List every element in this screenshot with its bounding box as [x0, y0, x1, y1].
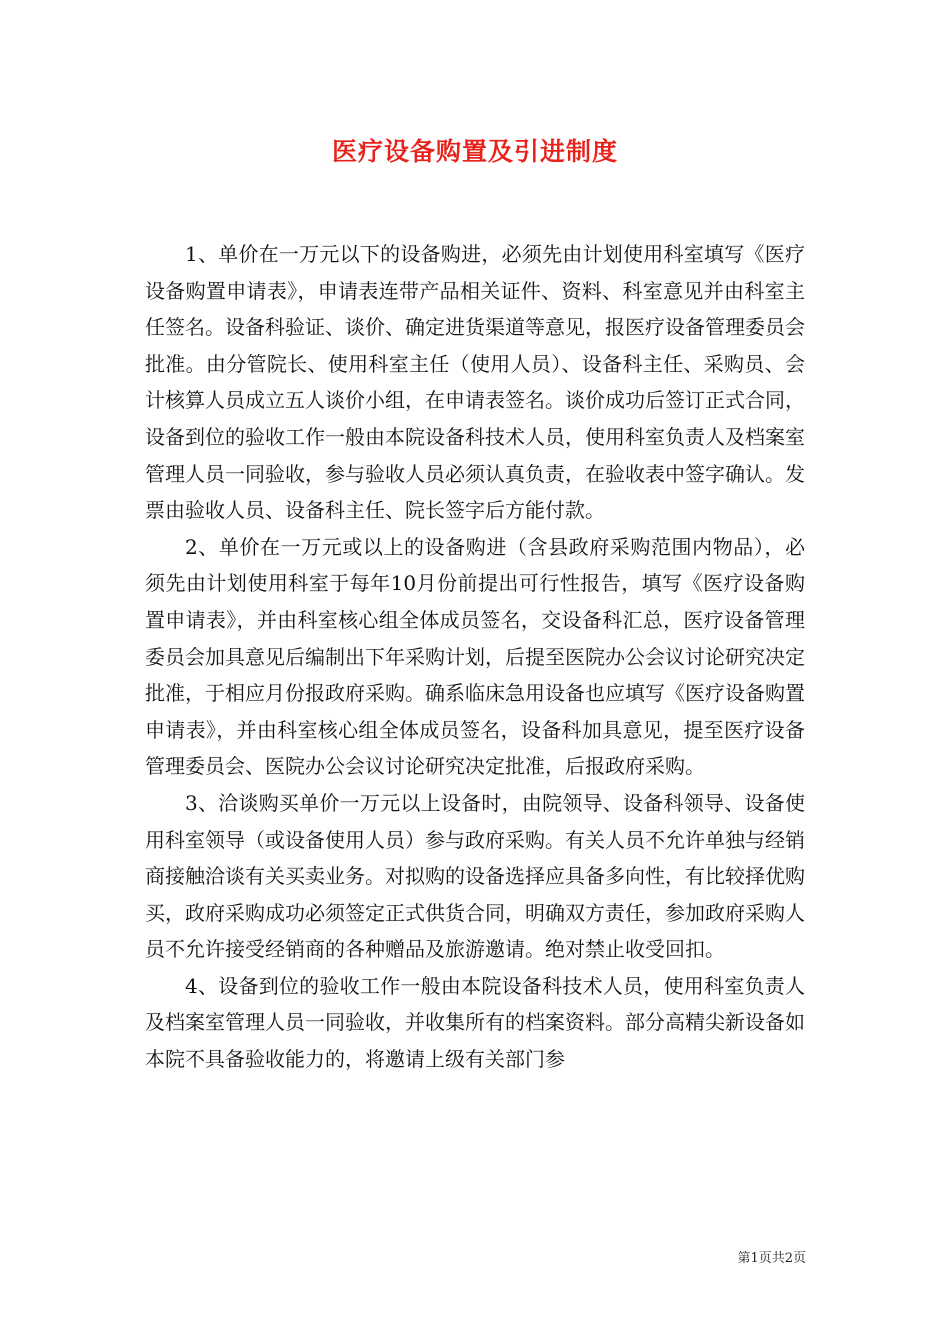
paragraph-4: 4、设备到位的验收工作一般由本院设备科技术人员，使用科室负责人及档案室管理人员一同验收，并收集所有的档案资料。部分高精尖新设备如本院不具备验收能力的，将邀请上级有关部门参	[145, 973, 805, 1072]
paragraph-2: 2、单价在一万元或以上的设备购进（含县政府采购范围内物品），必须先由计划使用科室于每年10月份前提出可行性报告，填写《医疗设备购置申请表》，并由科室核心组全体成员签名，交设备科汇总，医疗设备管理委员会加具意见后编制出下年采购计划，后提至医院办公会议讨论研究决定批准，于相应月份报政府采购。确系临床急用设备也应填写《医疗设备购置申请表》，并由科室核心组全体成员签名，设备科加具意见，提至医疗设备管理委员会、医院办公会议讨论研究决定批准，后报政府采购。	[145, 534, 805, 779]
document-title: 医疗设备购置及引进制度	[331, 137, 618, 166]
page-indicator: 第1页共2页	[737, 1251, 806, 1266]
paragraph-1: 1、单价在一万元以下的设备购进，必须先由计划使用科室填写《医疗设备购置申请表》，申请表连带产品相关证件、资料、科室意见并由科室主任签名。设备科验证、谈价、确定进货渠道等意见，报医疗设备管理委员会批准。由分管院长、使用科室主任（使用人员）、设备科主任、采购员、会计核算人员成立五人谈价小组，在申请表签名。谈价成功后签订正式合同，设备到位的验收工作一般由本院设备科技术人员，使用科室负责人及档案室管理人员一同验收，参与验收人员必须认真负责，在验收表中签字确认。发票由验收人员、设备科主任、院长签字后方能付款。	[145, 242, 805, 523]
document-body	[145, 236, 805, 1078]
paragraph-3: 3、洽谈购买单价一万元以上设备时，由院领导、设备科领导、设备使用科室领导（或设备使用人员）参与政府采购。有关人员不允许单独与经销商接触洽谈有关买卖业务。对拟购的设备选择应具备多向性，有比较择优购买，政府采购成功必须签定正式供货合同，明确双方责任，参加政府采购人员不允许接受经销商的各种赠品及旅游邀请。绝对禁止收受回扣。	[145, 790, 805, 962]
